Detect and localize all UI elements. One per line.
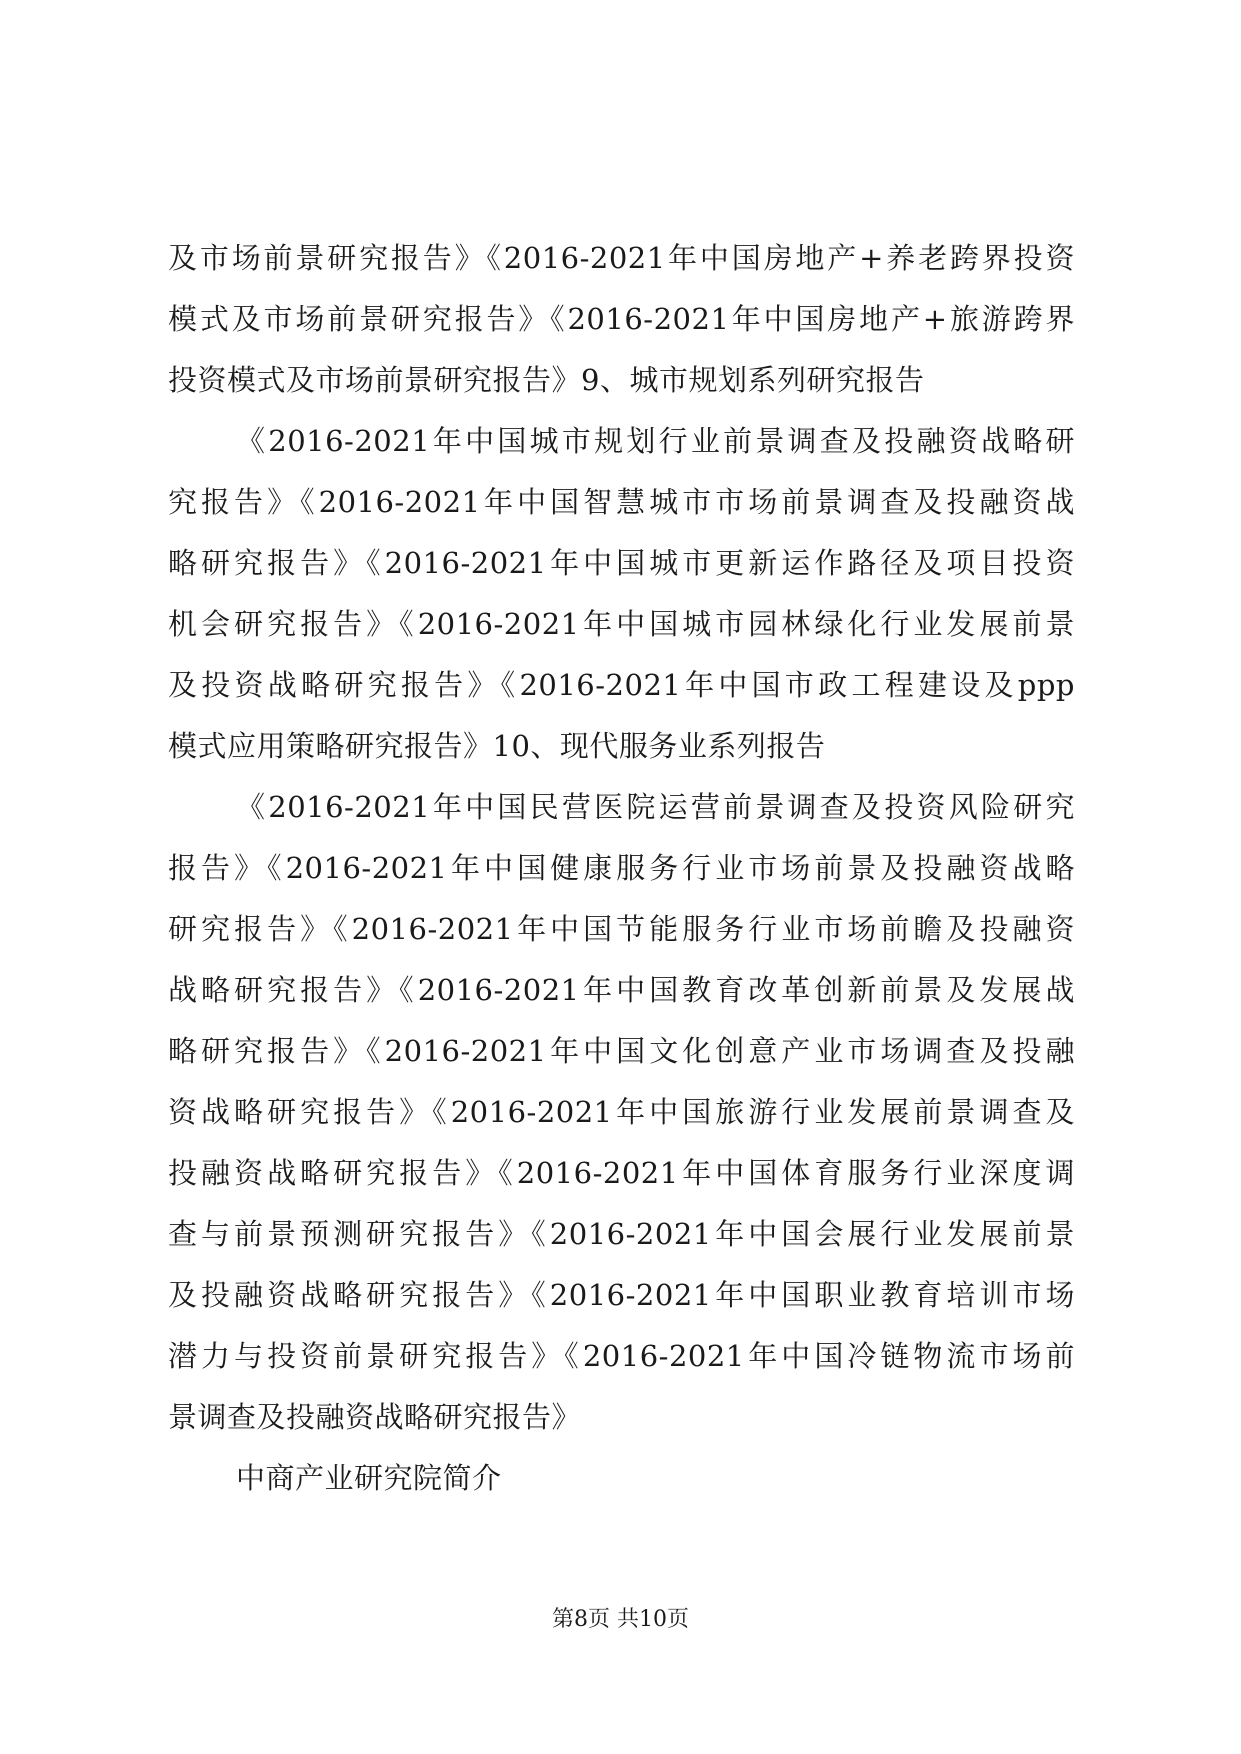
text-line: 潜力与投资前景研究报告》《2016-2021年中国冷链物流市场前 [168, 1339, 1075, 1373]
text-line: 《2016-2021年中国城市规划行业前景调查及投融资战略研 [236, 424, 1075, 458]
text-line: 资战略研究报告》《2016-2021年中国旅游行业发展前景调查及 [168, 1095, 1075, 1129]
text-line: 究报告》《2016-2021年中国智慧城市市场前景调查及投融资战 [168, 485, 1075, 519]
paragraph-1 [168, 228, 1075, 411]
text-line: 略研究报告》《2016-2021年中国城市更新运作路径及项目投资 [168, 546, 1075, 580]
text-line: 战略研究报告》《2016-2021年中国教育改革创新前景及发展战 [168, 973, 1075, 1007]
text-line: 查与前景预测研究报告》《2016-2021年中国会展行业发展前景 [168, 1217, 1075, 1251]
paragraph-2 [168, 411, 1075, 777]
text-line: 模式应用策略研究报告》10、现代服务业系列报告 [168, 729, 826, 763]
text-line: 及投融资战略研究报告》《2016-2021年中国职业教育培训市场 [168, 1278, 1075, 1312]
text-line: 报告》《2016-2021年中国健康服务行业市场前景及投融资战略 [168, 851, 1075, 885]
page-number: 第8页 共10页 [552, 1607, 689, 1632]
text-line: 《2016-2021年中国民营医院运营前景调查及投资风险研究 [236, 790, 1075, 824]
paragraph-4 [168, 1448, 1075, 1509]
text-line: 投资模式及市场前景研究报告》9、城市规划系列研究报告 [168, 363, 925, 397]
text-line: 机会研究报告》《2016-2021年中国城市园林绿化行业发展前景 [168, 607, 1075, 641]
paragraph-3 [168, 777, 1075, 1448]
text-line: 略研究报告》《2016-2021年中国文化创意产业市场调查及投融 [168, 1034, 1075, 1068]
text-line: 景调查及投融资战略研究报告》 [168, 1400, 582, 1434]
text-line: 及市场前景研究报告》《2016-2021年中国房地产+养老跨界投资 [168, 241, 1075, 275]
section-heading: 中商产业研究院简介 [236, 1461, 502, 1495]
text-line: 研究报告》《2016-2021年中国节能服务行业市场前瞻及投融资 [168, 912, 1075, 946]
text-line: 投融资战略研究报告》《2016-2021年中国体育服务行业深度调 [168, 1156, 1075, 1190]
text-line: 模式及市场前景研究报告》《2016-2021年中国房地产+旅游跨界 [168, 302, 1075, 336]
text-line: 及投资战略研究报告》《2016-2021年中国市政工程建设及ppp [168, 668, 1075, 702]
document-body [168, 228, 1075, 1509]
